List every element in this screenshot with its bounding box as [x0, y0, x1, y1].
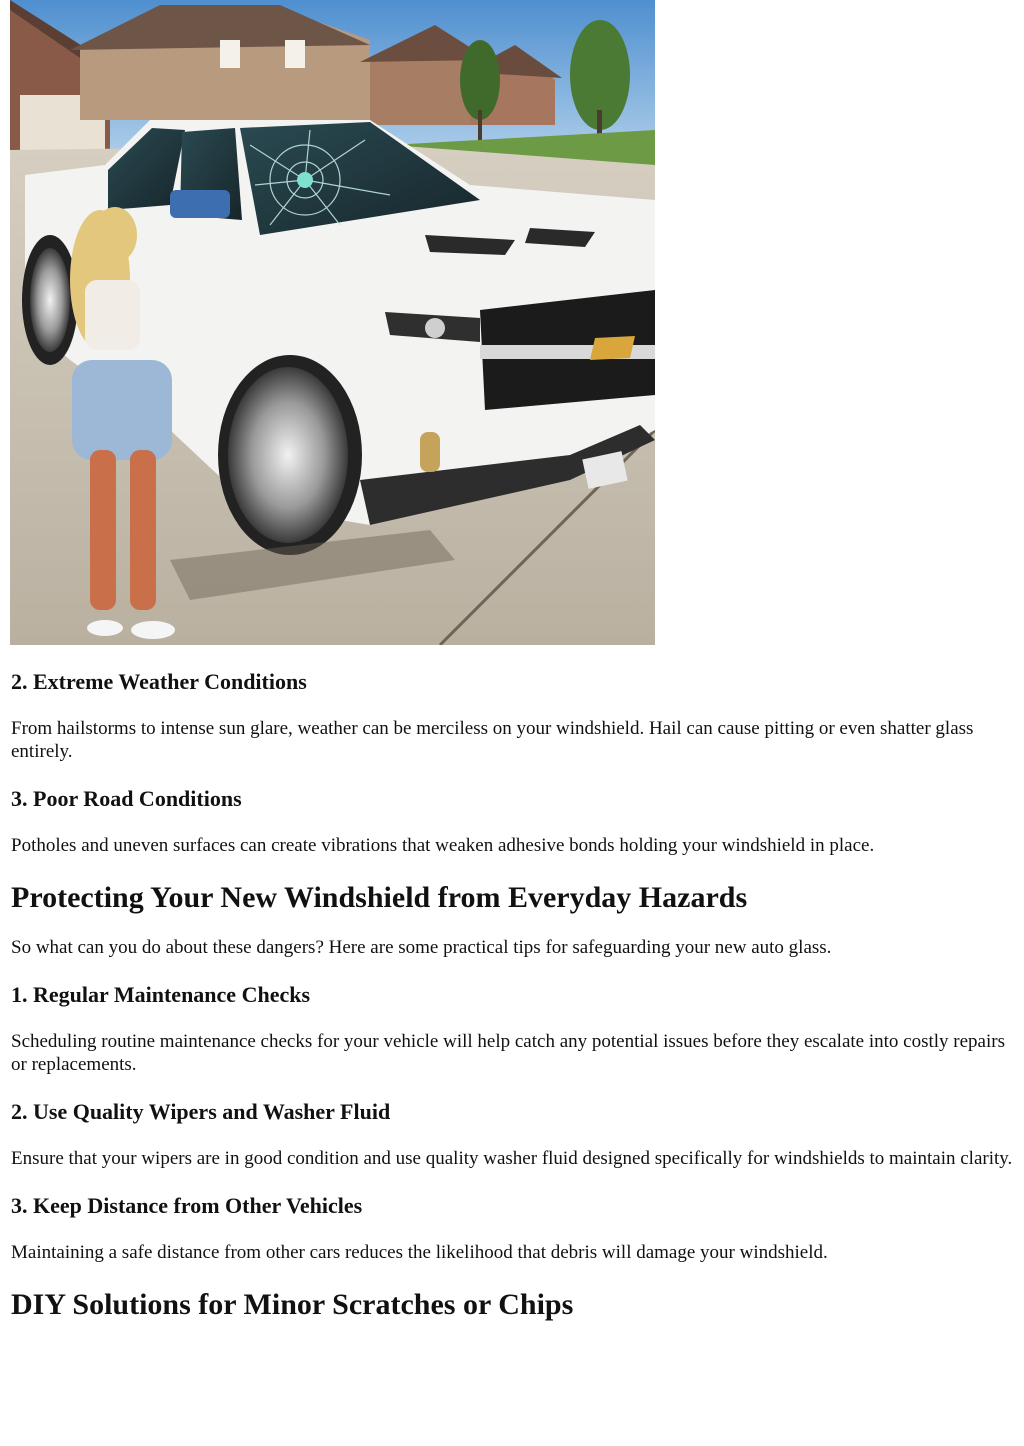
paragraph-regular-maintenance: Scheduling routine maintenance checks for your vehicle will help catch any potential issues before they escalate into costly repairs or replacements. [11, 1031, 1005, 1075]
paragraph-protecting-windshield: So what can you do about these dangers? Here are some practical tips for safeguarding your new auto glass. [11, 937, 832, 958]
hero-image [10, 0, 655, 645]
heading-diy-solutions: DIY Solutions for Minor Scratches or Chips [11, 1288, 574, 1321]
heading-protecting-windshield: Protecting Your New Windshield from Everyday Hazards [11, 881, 748, 914]
paragraph-quality-wipers: Ensure that your wipers are in good condition and use quality washer fluid designed specifically for windshields to maintain clarity. [11, 1148, 1013, 1169]
article-content [11, 667, 1014, 1323]
heading-extreme-weather: 2. Extreme Weather Conditions [11, 669, 307, 694]
heading-quality-wipers: 2. Use Quality Wipers and Washer Fluid [11, 1099, 391, 1124]
heading-poor-road: 3. Poor Road Conditions [11, 786, 242, 811]
paragraph-extreme-weather: From hailstorms to intense sun glare, weather can be merciless on your windshield. Hail can cause pitting or even shatter glass entirely. [11, 718, 974, 762]
heading-keep-distance: 3. Keep Distance from Other Vehicles [11, 1193, 363, 1218]
paragraph-poor-road: Potholes and uneven surfaces can create vibrations that weaken adhesive bonds holding your windshield in place. [11, 835, 875, 856]
paragraph-keep-distance: Maintaining a safe distance from other cars reduces the likelihood that debris will damage your windshield. [11, 1242, 828, 1263]
heading-regular-maintenance: 1. Regular Maintenance Checks [11, 982, 311, 1007]
